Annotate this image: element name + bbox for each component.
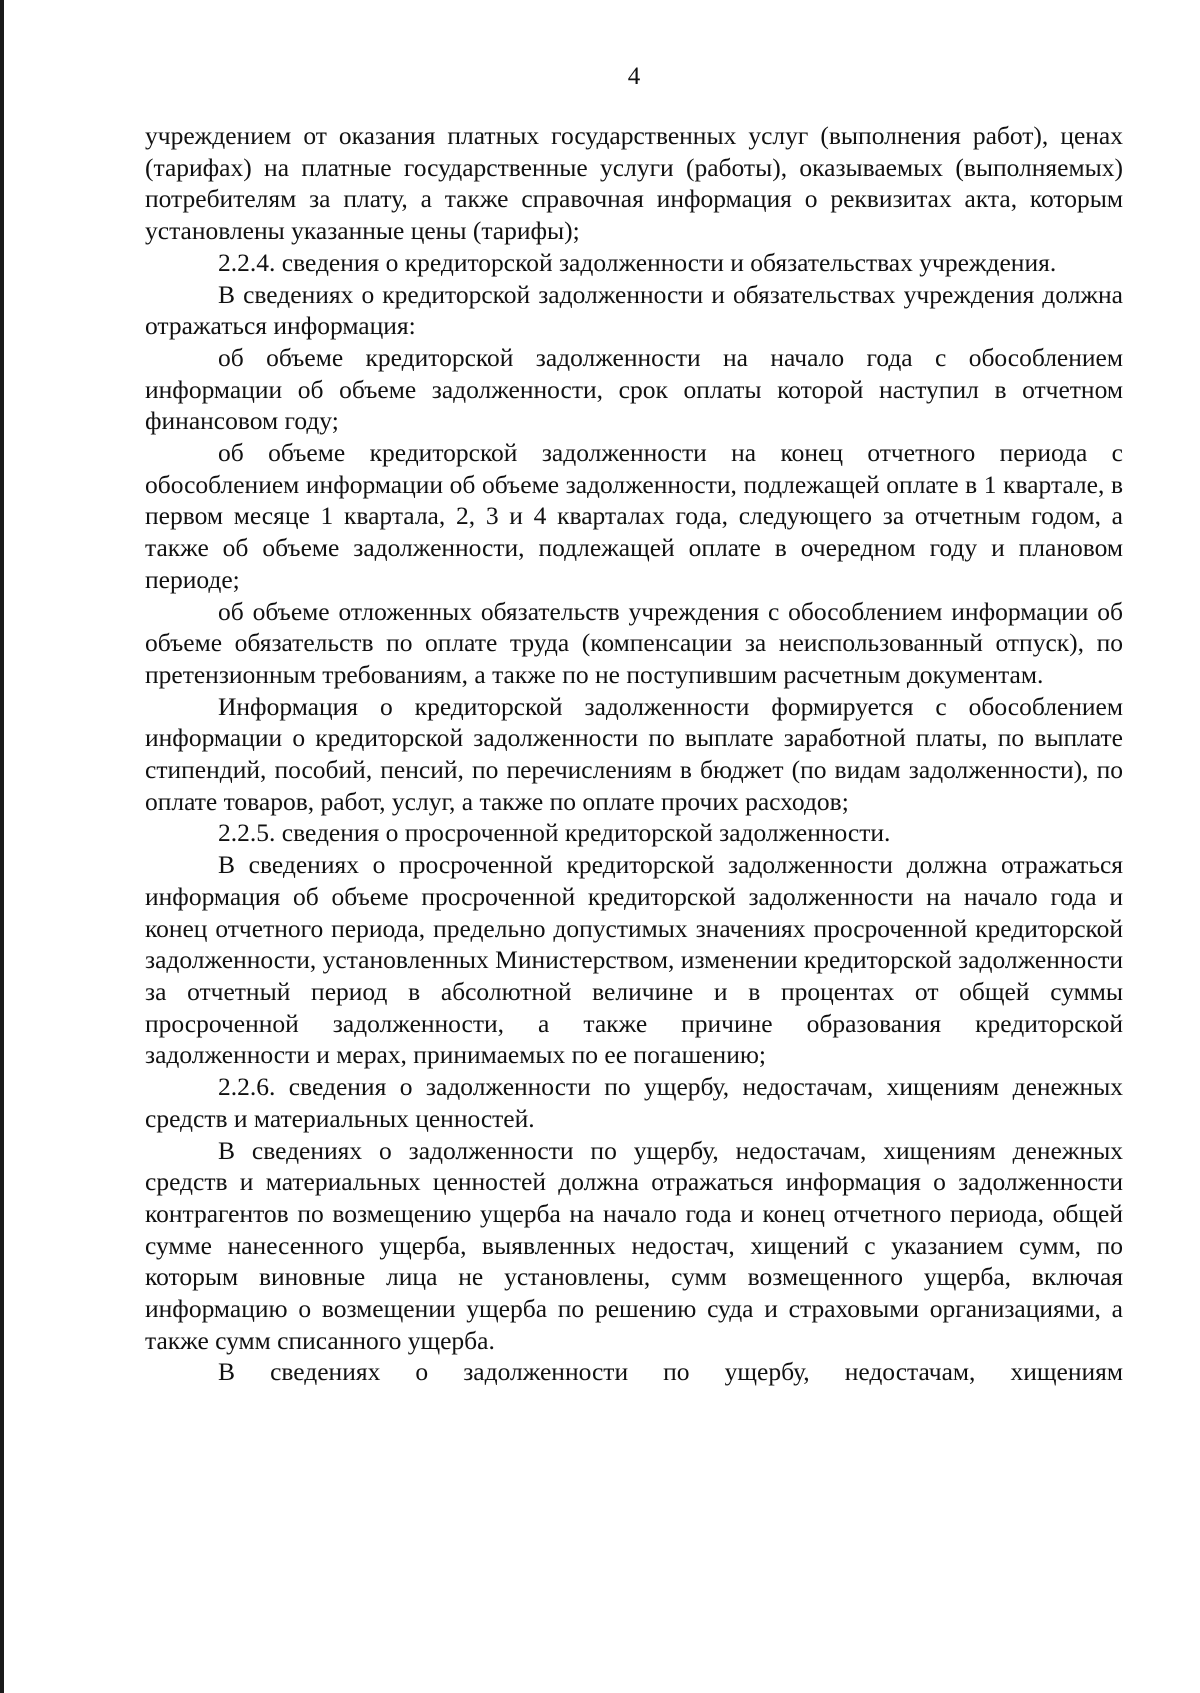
page-number: 4 [627, 63, 641, 90]
paragraph-item-2-2-5: 2.2.5. сведения о просроченной кредиторской задолженности. [218, 818, 891, 848]
paragraph-debt-breakdown: Информация о кредиторской задолженности формируется с обособлением информации о кредиторской задолженности по выплате заработной платы, по выплате стипендий, пособий, пенсий, по перечислениям в бюджет (по видам задолженности), по оплате товаров, работ, услуг, а также по оплате прочих расходов; [145, 691, 1123, 816]
paragraph-damage-debt-continued: В сведениях о задолженности по ущербу, недостачам, хищениям [218, 1357, 1123, 1387]
paragraph-debt-start-year: об объеме кредиторской задолженности на начало года с обособлением информации об объеме задолженности, срок оплаты которой наступил в отчетном финансовом году; [145, 342, 1123, 436]
paragraph-item-2-2-6: 2.2.6. сведения о задолженности по ущербу, недостачам, хищениям денежных средств и материальных ценностей. [145, 1072, 1123, 1133]
paragraph-damage-debt: В сведениях о задолженности по ущербу, недостачам, хищениям денежных средств и материальных ценностей должна отражаться информация о задолженности контрагентов по возмещению ущерба на начало года и конец отчетного периода, общей сумме нанесенного ущерба, выявленных недостач, хищений с указанием сумм, по которым виновные лица не установлены, сумм возмещенного ущерба, включая информацию о возмещении ущерба по решению суда и страховыми организациями, а также сумм списанного ущерба. [145, 1135, 1123, 1355]
paragraph-item-2-2-4: 2.2.4. сведения о кредиторской задолженности и обязательствах учреждения. [218, 247, 1057, 277]
paragraph-continuation: учреждением от оказания платных государственных услуг (выполнения работ), ценах (тарифах) на платные государственные услуги (работы), оказываемых (выполняемых) потребителям за плату, а также справочная информация о реквизитах акта, которым установлены указанные цены (тарифы); [145, 121, 1123, 246]
paragraph-deferred-obligations: об объеме отложенных обязательств учреждения с обособлением информации об объеме обязательств по оплате труда (компенсации за неиспользованный отпуск), по претензионным требованиям, а также по не поступившим расчетным документам. [145, 596, 1123, 689]
document-page [145, 62, 1123, 1388]
paragraph-overdue-debt: В сведениях о просроченной кредиторской задолженности должна отражаться информация об объеме просроченной кредиторской задолженности на начало года и конец отчетного периода, предельно допустимых значениях просроченной кредиторской задолженности, установленных Министерством, изменении кредиторской задолженности за отчетный период в абсолютной величине и в процентах от общей суммы просроченной задолженности, а также причине образования кредиторской задолженности и мерах, принимаемых по ее погашению; [145, 850, 1124, 1070]
paragraph-creditor-intro: В сведениях о кредиторской задолженности и обязательствах учреждения должна отражаться информация: [145, 279, 1123, 341]
paragraph-debt-end-period: об объеме кредиторской задолженности на конец отчетного периода с обособлением информации об объеме задолженности, подлежащей оплате в 1 квартале, в первом месяце 1 квартала, 2, 3 и 4 кварталах года, следующего за отчетным годом, а также об объеме задолженности, подлежащей оплате в очередном году и плановом периоде; [145, 438, 1123, 594]
scan-left-edge [0, 0, 4, 1693]
